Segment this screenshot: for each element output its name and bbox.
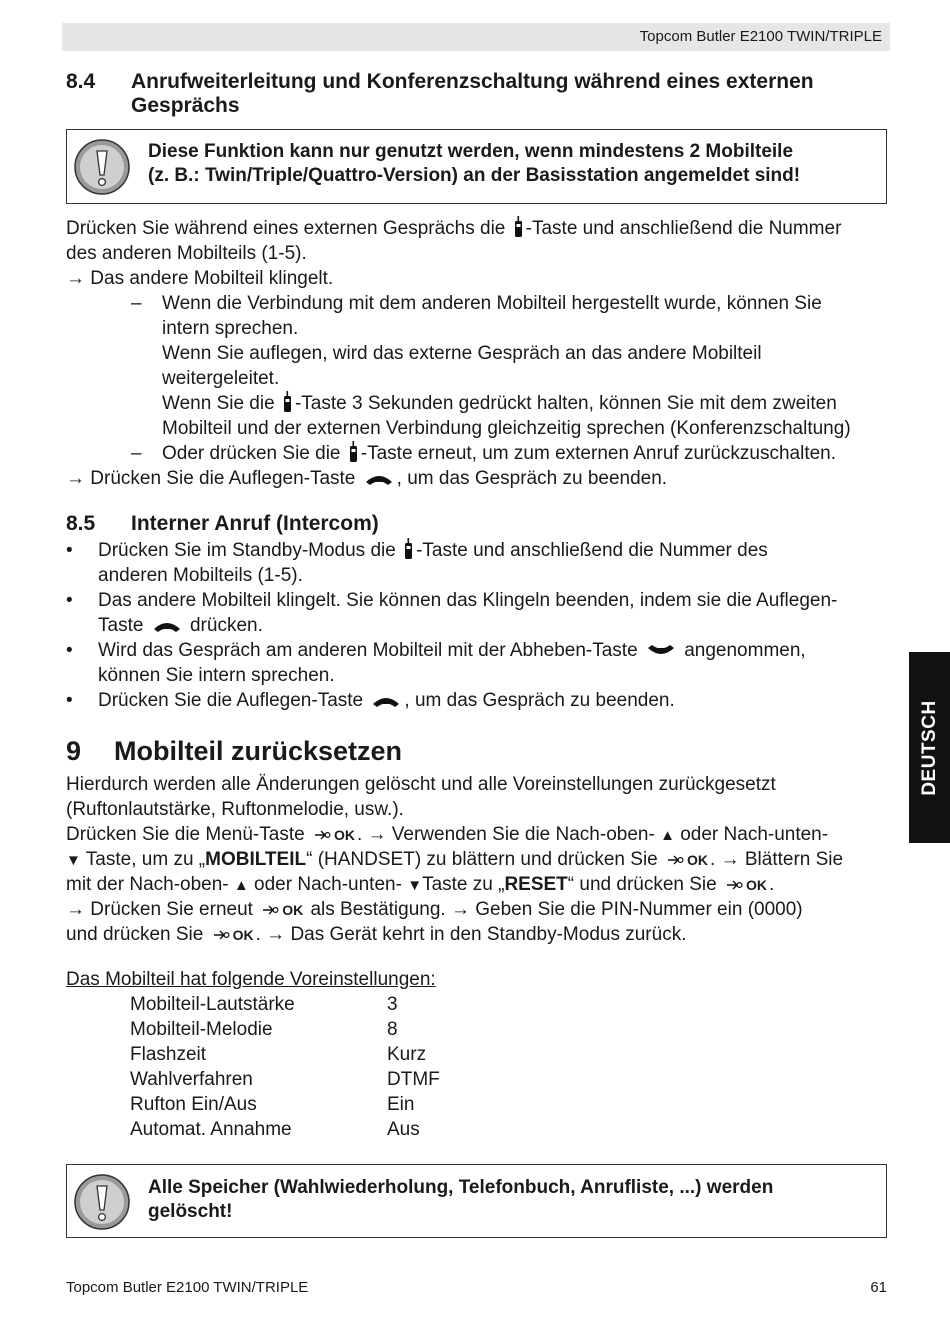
text: Taste zu „ bbox=[422, 874, 505, 895]
text: Oder drücken Sie die bbox=[162, 443, 341, 464]
intercom-handset-icon bbox=[349, 441, 358, 463]
ok-label: OK bbox=[282, 902, 304, 918]
section-title-8-5: Interner Anruf (Intercom) bbox=[131, 512, 379, 535]
text: -Taste und anschließend die Nummer des bbox=[416, 540, 768, 561]
default-setting-value: Ein bbox=[387, 1094, 415, 1115]
text: → Drücken Sie erneut bbox=[66, 899, 253, 920]
ok-label: OK bbox=[333, 827, 355, 843]
text: . → Blättern Sie bbox=[710, 849, 844, 870]
text: . → Verwenden Sie die Nach-oben- bbox=[356, 824, 655, 845]
intercom-handset-icon bbox=[283, 391, 292, 413]
dash-marker: – bbox=[131, 293, 142, 314]
result-line bbox=[66, 466, 667, 491]
text: , um das Gespräch zu beenden. bbox=[396, 468, 668, 489]
paragraph-line bbox=[66, 216, 841, 241]
paragraph-line: (Ruftonlautstärke, Ruftonmelodie, usw.). bbox=[66, 799, 404, 820]
paragraph-line bbox=[66, 822, 828, 848]
warning-note-line1: Diese Funktion kann nur genutzt werden, wenn mindestens 2 Mobilteile bbox=[148, 141, 794, 162]
text: oder Nach-unten- bbox=[680, 824, 829, 845]
bullet: • bbox=[66, 690, 73, 711]
text: , um das Gespräch zu beenden. bbox=[404, 690, 675, 711]
bullet-item-line bbox=[98, 688, 675, 713]
dash-item-line: Mobilteil und der externen Verbindung gleichzeitig sprechen (Konferenzschaltung) bbox=[162, 418, 851, 439]
default-setting-value: 3 bbox=[387, 994, 398, 1015]
warning-note-box bbox=[66, 129, 887, 204]
bullet-item-line bbox=[98, 613, 263, 638]
text: Taste bbox=[98, 615, 144, 636]
paragraph-line bbox=[66, 897, 803, 923]
menu-nav-icon bbox=[313, 828, 331, 842]
default-setting-name: Mobilteil-Lautstärke bbox=[130, 994, 295, 1015]
bullet-item-line bbox=[98, 538, 768, 563]
bullet-item-line: können Sie intern sprechen. bbox=[98, 665, 335, 686]
dash-item-line: weitergeleitet. bbox=[162, 368, 280, 389]
section-title-8-4-line2: Gesprächs bbox=[131, 94, 240, 117]
bullet: • bbox=[66, 590, 73, 611]
default-setting-value: Kurz bbox=[387, 1044, 427, 1065]
text: drücken. bbox=[189, 615, 263, 636]
text: angenommen, bbox=[684, 640, 806, 661]
text: -Taste 3 Sekunden gedrückt halten, können Sie mit dem zweiten bbox=[294, 393, 837, 414]
default-setting-name: Automat. Annahme bbox=[130, 1119, 292, 1140]
text: als Bestätigung. → Geben Sie die PIN-Nummer ein (0000) bbox=[310, 899, 803, 920]
section-number-9: 9 bbox=[66, 736, 82, 766]
warning-icon bbox=[73, 138, 131, 196]
default-setting-value: Aus bbox=[387, 1119, 420, 1140]
up-arrow-icon: ▲ bbox=[233, 877, 249, 894]
text: -Taste und anschließend die Nummer bbox=[525, 218, 842, 239]
intercom-handset-icon bbox=[514, 216, 523, 238]
text: . → Das Gerät kehrt in den Standby-Modus zurück. bbox=[255, 924, 687, 945]
text: Drücken Sie die Auflegen-Taste bbox=[98, 690, 364, 711]
language-tab-label: DEUTSCH bbox=[918, 699, 940, 796]
paragraph-line bbox=[66, 872, 774, 898]
text: . bbox=[769, 874, 775, 895]
result-line: → Das andere Mobilteil klingelt. bbox=[66, 268, 334, 289]
down-arrow-icon: ▼ bbox=[66, 852, 81, 869]
dash-item-line: Wenn die Verbindung mit dem anderen Mobilteil hergestellt wurde, können Sie bbox=[162, 293, 822, 314]
footer-title: Topcom Butler E2100 TWIN/TRIPLE bbox=[66, 1279, 309, 1296]
default-setting-value: DTMF bbox=[387, 1069, 440, 1090]
intercom-handset-icon bbox=[404, 538, 413, 560]
dash-item-line: Wenn Sie auflegen, wird das externe Gespräch an das andere Mobilteil bbox=[162, 343, 762, 364]
pick-up-icon bbox=[646, 644, 676, 658]
defaults-heading: Das Mobilteil hat folgende Voreinstellungen: bbox=[66, 969, 436, 990]
warning-note-line2: (z. B.: Twin/Triple/Quattro-Version) an der Basisstation angemeldet sind! bbox=[148, 165, 801, 186]
text: Wird das Gespräch am anderen Mobilteil mit der Abheben-Taste bbox=[98, 640, 638, 661]
menu-nav-icon bbox=[212, 928, 230, 942]
hang-up-icon bbox=[152, 619, 182, 633]
text: oder Nach-unten- bbox=[254, 874, 402, 895]
paragraph-line bbox=[66, 847, 843, 873]
paragraph-line: des anderen Mobilteils (1-5). bbox=[66, 243, 307, 264]
warning-note-line2: gelöscht! bbox=[148, 1201, 233, 1222]
bullet-item-line: Das andere Mobilteil klingelt. Sie können das Klingeln beenden, indem sie die Auflegen- bbox=[98, 590, 838, 611]
warning-note-box bbox=[66, 1164, 887, 1238]
default-setting-name: Rufton Ein/Aus bbox=[130, 1094, 257, 1115]
hang-up-icon bbox=[364, 472, 394, 486]
default-setting-value: 8 bbox=[387, 1019, 398, 1040]
bullet: • bbox=[66, 540, 73, 561]
menu-item-name: RESET bbox=[504, 874, 568, 895]
dash-item-line bbox=[162, 441, 836, 466]
menu-item-name: MOBILTEIL bbox=[205, 849, 307, 870]
ok-label: OK bbox=[746, 877, 767, 893]
text: Drücken Sie während eines externen Gesprächs die bbox=[66, 218, 506, 239]
dash-marker: – bbox=[131, 443, 142, 464]
default-setting-name: Flashzeit bbox=[130, 1044, 207, 1065]
dash-item-line bbox=[162, 391, 837, 416]
default-setting-name: Mobilteil-Melodie bbox=[130, 1019, 273, 1040]
menu-nav-icon bbox=[725, 878, 743, 892]
ok-label: OK bbox=[687, 852, 709, 868]
section-number-8-5: 8.5 bbox=[66, 512, 96, 535]
dash-item-line: intern sprechen. bbox=[162, 318, 299, 339]
default-setting-name: Wahlverfahren bbox=[130, 1069, 253, 1090]
bullet-item-line: anderen Mobilteils (1-5). bbox=[98, 565, 303, 586]
section-title-9: Mobilteil zurücksetzen bbox=[114, 736, 403, 766]
ok-label: OK bbox=[232, 927, 254, 943]
text: “ (HANDSET) zu blättern und drücken Sie bbox=[306, 849, 658, 870]
text: und drücken Sie bbox=[66, 924, 204, 945]
hang-up-icon bbox=[371, 694, 401, 708]
text: Drücken Sie die Menü-Taste bbox=[66, 824, 305, 845]
text: Taste, um zu „ bbox=[85, 849, 206, 870]
text: → Drücken Sie die Auflegen-Taste bbox=[66, 468, 356, 489]
text: “ und drücken Sie bbox=[567, 874, 717, 895]
text: Wenn Sie die bbox=[162, 393, 275, 414]
text: mit der Nach-oben- bbox=[66, 874, 229, 895]
up-arrow-icon: ▲ bbox=[660, 827, 675, 844]
warning-note-line1: Alle Speicher (Wahlwiederholung, Telefonbuch, Anrufliste, ...) werden bbox=[148, 1177, 774, 1198]
paragraph-line: Hierdurch werden alle Änderungen gelöscht und alle Voreinstellungen zurückgesetzt bbox=[66, 774, 776, 795]
bullet-item-line bbox=[98, 638, 806, 663]
page-number: 61 bbox=[870, 1279, 887, 1296]
warning-icon bbox=[73, 1173, 131, 1231]
menu-nav-icon bbox=[666, 853, 684, 867]
section-title-8-4-line1: Anrufweiterleitung und Konferenzschaltung während eines externen bbox=[131, 70, 814, 93]
section-number-8-4: 8.4 bbox=[66, 70, 96, 93]
header-title: Topcom Butler E2100 TWIN/TRIPLE bbox=[639, 28, 882, 45]
text: Drücken Sie im Standby-Modus die bbox=[98, 540, 396, 561]
menu-nav-icon bbox=[261, 903, 279, 917]
bullet: • bbox=[66, 640, 73, 661]
paragraph-line bbox=[66, 922, 686, 948]
language-tab bbox=[909, 652, 950, 843]
down-arrow-icon: ▼ bbox=[407, 877, 423, 894]
text: -Taste erneut, um zum externen Anruf zurückzuschalten. bbox=[360, 443, 837, 464]
